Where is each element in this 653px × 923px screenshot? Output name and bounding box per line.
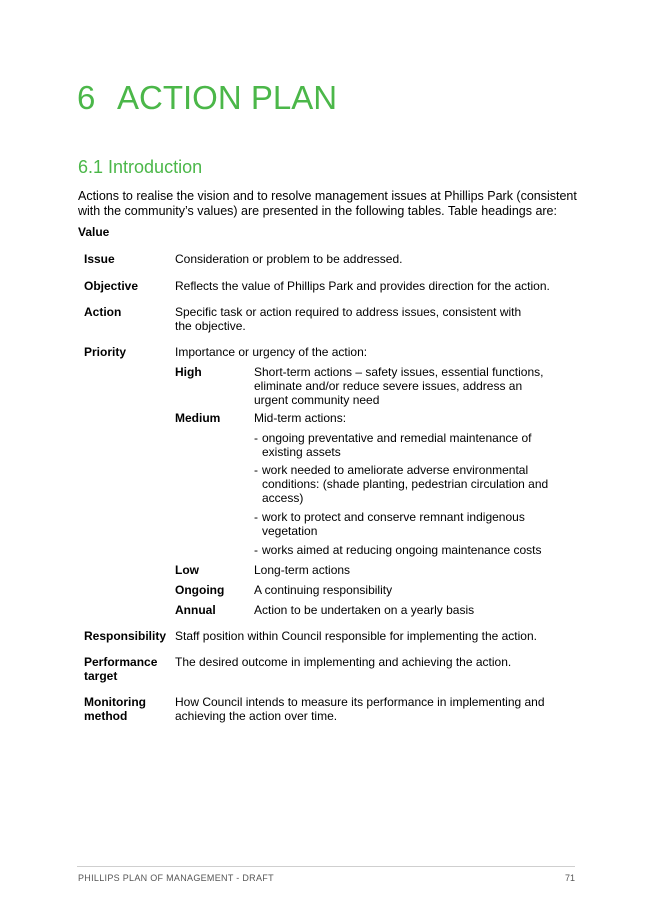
priority-text: A continuing responsibility	[254, 583, 393, 597]
chapter-heading	[77, 78, 337, 118]
value-label: Value	[78, 225, 110, 239]
intro-paragraph: Actions to realise the vision and to resolve management issues at Phillips Park (consistent with the community’s values) are presented in the following tables. Table headings are:	[78, 189, 577, 218]
definition-term: Monitoring method	[84, 695, 146, 723]
chapter-title: ACTION PLAN	[117, 79, 338, 116]
chapter-number: 6	[77, 79, 96, 116]
definition-text: Specific task or action required to address issues, consistent with the objective.	[175, 305, 522, 333]
priority-text: Mid-term actions:	[254, 411, 347, 425]
priority-term: Low	[175, 563, 199, 577]
definition-text: How Council intends to measure its performance in implementing and achieving the action over time.	[175, 695, 545, 723]
medium-list-item: - works aimed at reducing ongoing maintenance costs	[254, 543, 574, 557]
definition-term: Issue	[84, 252, 115, 266]
definition-text: Importance or urgency of the action:	[175, 345, 368, 359]
medium-list-text: ongoing preventative and remedial maintenance of existing assets	[262, 431, 532, 459]
medium-list-item: - work to protect and conserve remnant indigenous vegetation	[254, 510, 574, 538]
priority-text: Action to be undertaken on a yearly basis	[254, 603, 475, 617]
priority-term: Annual	[175, 603, 216, 617]
definition-text: Reflects the value of Phillips Park and provides direction for the action.	[175, 279, 550, 293]
priority-text: Short-term actions – safety issues, essential functions, eliminate and/or reduce severe issues, address an urgent community need	[254, 365, 544, 407]
medium-list-item: - work needed to ameliorate adverse environmental conditions: (shade planting, pedestrian circulation and access)	[254, 463, 574, 505]
definition-term: Priority	[84, 345, 127, 359]
priority-term: Ongoing	[175, 583, 225, 597]
medium-list-item: - ongoing preventative and remedial maintenance of existing assets	[254, 431, 574, 459]
priority-text: Long-term actions	[254, 563, 351, 577]
medium-list-text: works aimed at reducing ongoing maintenance costs	[262, 543, 542, 557]
footer-divider	[77, 866, 575, 867]
definition-text: Consideration or problem to be addressed.	[175, 252, 403, 266]
page-number: 71	[564, 873, 575, 883]
priority-term: Medium	[175, 411, 221, 425]
definition-text: Staff position within Council responsible for implementing the action.	[175, 629, 537, 643]
definition-term: Action	[84, 305, 122, 319]
medium-list-text: work to protect and conserve remnant indigenous vegetation	[262, 510, 525, 538]
footer-title: PHILLIPS PLAN OF MANAGEMENT - DRAFT	[78, 873, 274, 883]
priority-term: High	[175, 365, 202, 379]
medium-list-text: work needed to ameliorate adverse environmental conditions: (shade planting, pedestrian circulation and access)	[262, 463, 549, 505]
definition-term: Responsibility	[84, 629, 167, 643]
definition-term: Performance target	[84, 655, 158, 683]
section-heading: 6.1 Introduction	[78, 157, 203, 177]
definition-text: The desired outcome in implementing and achieving the action.	[175, 655, 512, 669]
definition-term: Objective	[84, 279, 139, 293]
